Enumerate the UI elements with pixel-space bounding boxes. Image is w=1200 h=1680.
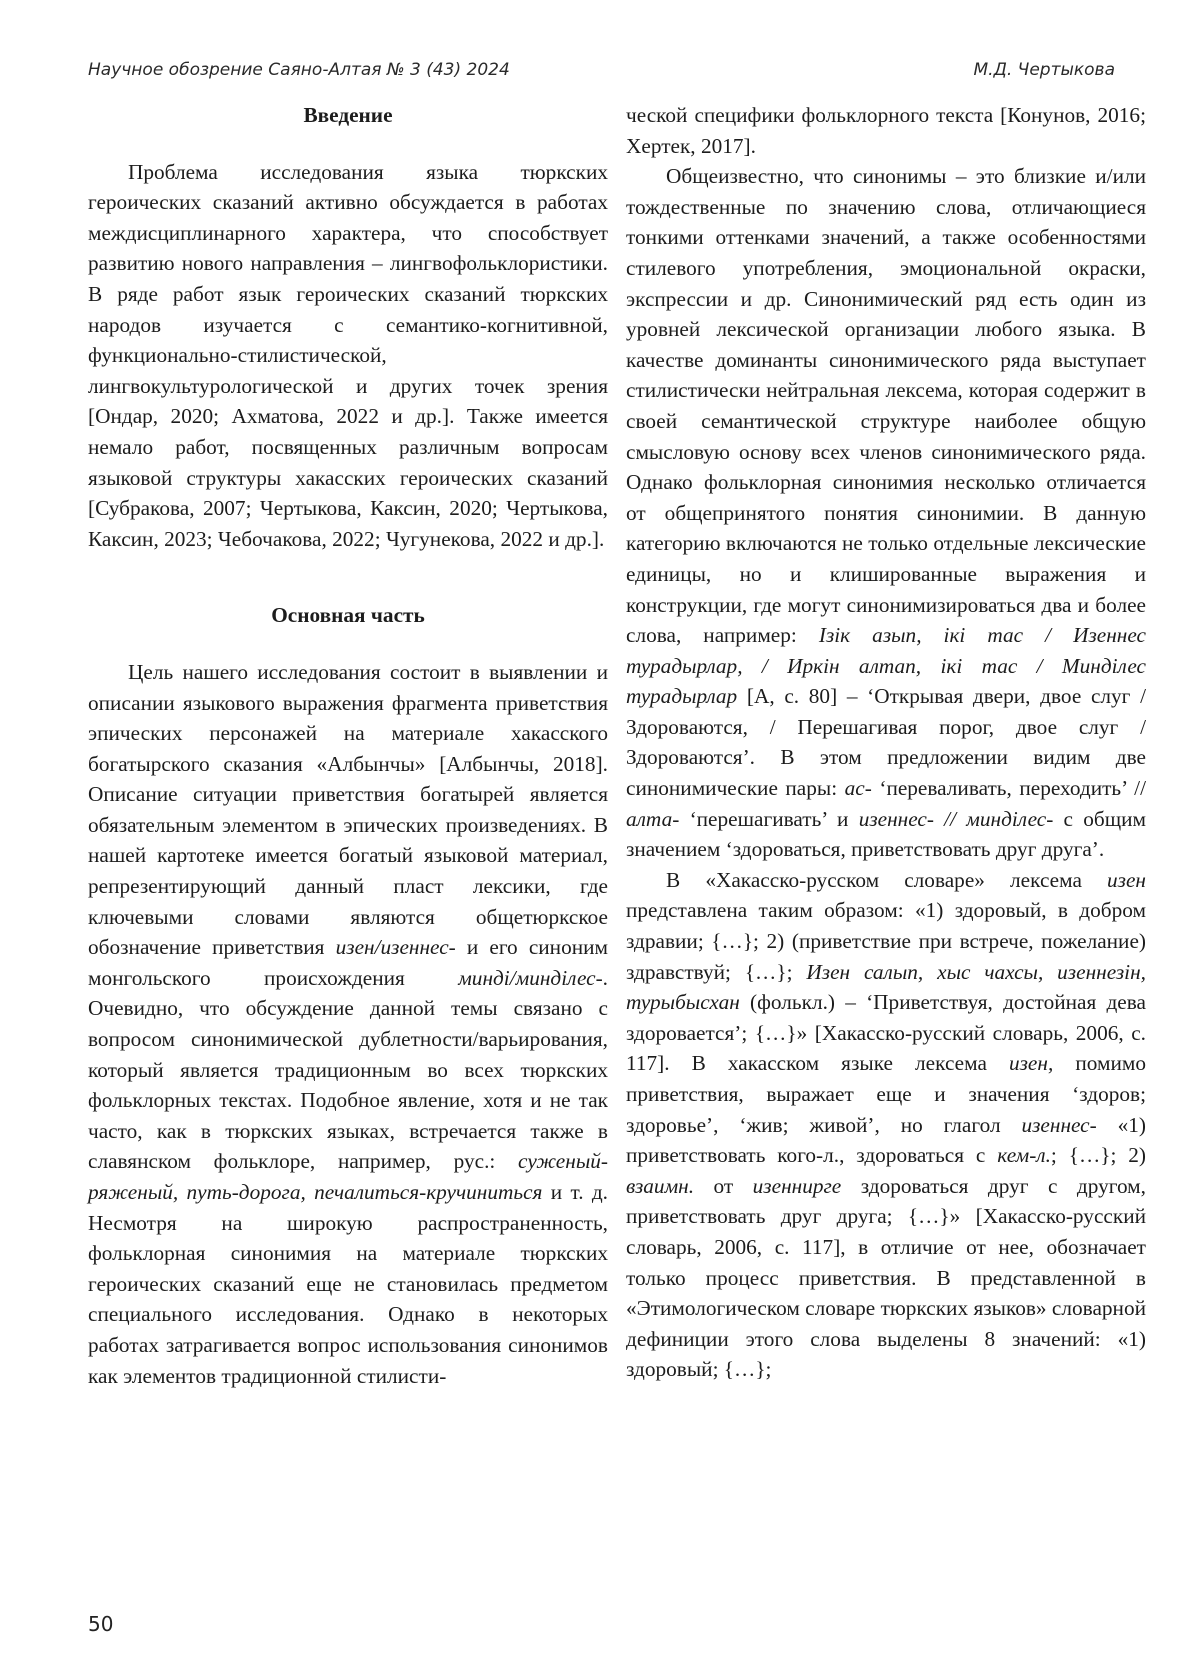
text-run: Цель нашего исследования состоит в выявлении и описании языкового выражения фрагмента приветствия эпических персонажей на материале хакасского богатырского сказания «Албынчы» [Албынчы, 2018]. Описание ситуации приветствия богатырей является обязательным элементом в эпических произведениях. В нашей картотеке имеется богатый языковой материал, репрезентирующий данный пласт лексики, где ключевыми словами являются общетюркское обозначение приветствия bbox=[88, 659, 608, 960]
text-run: [А, с. 80] – ‘Открывая двери, двое слуг / Здороваются, / Перешагивая порог, двое слуг / Здороваются’. В этом предложении видим две синонимические пары: bbox=[626, 684, 1146, 801]
italic-term: изен/изеннес- bbox=[335, 935, 456, 960]
text-run: представлена таким образом: «1) здоровый, в добром здравии; {…}; 2) (приветствие при встрече, пожелание) здравствуй; {…}; bbox=[626, 898, 1146, 984]
right-column bbox=[626, 100, 1146, 1385]
italic-term: ас- bbox=[844, 776, 872, 801]
left-column bbox=[88, 100, 608, 1391]
italic-term: изеннирге bbox=[752, 1173, 842, 1198]
text-run: с общим значением ‘здороваться, приветствовать друг друга’. bbox=[626, 806, 1146, 862]
italic-term: изеннес- bbox=[1021, 1112, 1097, 1137]
italic-example: Ізік азып, ікі тас / Изеннес турадырлар, / Иркін алтап, ікі тас / Минділес турадырлар bbox=[626, 623, 1147, 709]
journal-title: Научное обозрение Саяно-Алтая № 3 (43) 2024 bbox=[88, 60, 510, 80]
running-header bbox=[88, 56, 1115, 86]
intro-heading: Введение bbox=[303, 103, 393, 127]
text-run: ‘перешагивать’ и bbox=[679, 806, 859, 831]
italic-term: изен, bbox=[1008, 1051, 1054, 1076]
text-run: ‘переваливать, переходить’ // bbox=[871, 776, 1146, 801]
italic-term: минді/минділес- bbox=[458, 965, 603, 990]
main-section-heading: Основная часть bbox=[271, 603, 425, 628]
author-name: М.Д. Чертыкова bbox=[973, 60, 1115, 80]
page-number: 50 bbox=[88, 1612, 114, 1636]
text-run: ; {…}; 2) bbox=[1050, 1143, 1146, 1168]
italic-example: суженый-ряженый, путь-дорога, печалиться-кручиниться bbox=[88, 1149, 608, 1204]
text-run: В «Хакасско-русском словаре» лексема bbox=[666, 867, 1108, 892]
synonym-paragraph bbox=[626, 161, 1146, 865]
intro-paragraph: Проблема исследования языка тюркских героических сказаний активно обсуждается в работах междисциплинарного характера, что способствует развитию нового направления – лингвофольклористики. В ряде работ язык героических сказаний тюркских народов изучается с семантико-когнитивной, функционально-стилистической, лингвокультурологической и других точек зрения [Ондар, 2020; Ахматова, 2022 и др.]. Также имеется немало работ, посвященных различным вопросам языковой структуры хакасских героических сказаний [Субракова, 2007; Чертыкова, Каксин, 2020; Чертыкова, Каксин, 2023; Чебочакова, 2022; Чугунекова, 2022 и др.]. bbox=[88, 159, 608, 551]
italic-term: взаимн. bbox=[626, 1173, 695, 1198]
dictionary-paragraph bbox=[626, 865, 1146, 1385]
italic-term: изен bbox=[1107, 867, 1146, 892]
text-run: Общеизвестно, что синонимы – это близкие и/или тождественные по значению слова, отличающиеся тонкими оттенками значений, а также особенностями стилевого употребления, эмоциональной окраски, экспрессии и др. Синонимический ряд есть один из уровней лексической организации любого языка. В качестве доминанты синонимического ряда выступает стилистически нейтральная лексема, которая содержит в своей семантической структуре наиболее общую смысловую основу всех членов синонимического ряда. Однако фольклорная синонимия несколько отличается от общепринятого понятия синонимии. В данную категорию включаются не только отдельные лексические единицы, но и клишированные выражения и конструкции, где могут синонимизироваться два и более слова, например: bbox=[626, 164, 1146, 648]
italic-term: изеннес- // минділес- bbox=[858, 806, 1054, 831]
text-run: помимо приветствия, выражает еще и значения ‘здоров; здоровье’, ‘жив; живой’, но глагол bbox=[626, 1051, 1146, 1137]
italic-term: кем-л. bbox=[997, 1143, 1051, 1168]
italic-term: алта- bbox=[626, 806, 680, 831]
text-run: от bbox=[694, 1173, 753, 1198]
text-run: (фолькл.) – ‘Приветствуя, достойная дева здоровается’; {…}» [Хакасско-русский словарь, 2006, с. 117]. В хакасском языке лексема bbox=[626, 990, 1146, 1076]
text-run: и его синоним монгольского происхождения bbox=[88, 935, 608, 990]
text-run: . Очевидно, что обсуждение данной темы связано с вопросом синонимической дублетности/варьирования, который является традиционным во всех тюркских фольклорных текстах. Подобное явление, хотя и не так часто, как в тюркских языках, встречается также в славянском фольклоре, например, рус.: bbox=[88, 965, 608, 1174]
italic-example: Изен салып, хыс чахсы, изеннезін, турыбысхан bbox=[626, 959, 1146, 1015]
text-run: «1) приветствовать кого-л., здороваться с bbox=[626, 1112, 1146, 1168]
main-paragraph bbox=[88, 657, 608, 1391]
text-run: и т. д. Несмотря на широкую распространенность, фольклорная синонимия на материале тюркских героических сказаний еще не становилась предметом специального исследования. Однако в некоторых работах затрагивается вопрос использования синонимов как элементов традиционной стилисти- bbox=[88, 1180, 608, 1388]
text-run: здороваться друг с другом, приветствовать друг друга; {…}» [Хакасско-русский словарь, 2006, с. 117], в отличие от нее, обозначает только процесс приветствия. В представленной в «Этимологическом словаре тюркских языков» словарной дефиниции этого слова выделены 8 значений: «1) здоровый; {…}; bbox=[626, 1173, 1146, 1382]
continuation-paragraph: ческой специфики фольклорного текста [Конунов, 2016; Хертек, 2017]. bbox=[626, 103, 1146, 158]
